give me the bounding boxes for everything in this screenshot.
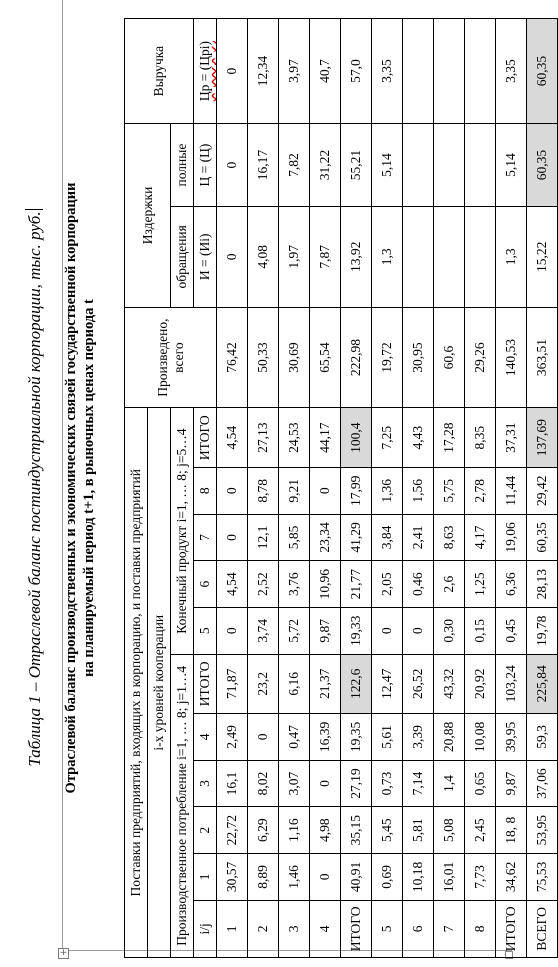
- table-row: [434, 19, 465, 958]
- table-cell: 1,25: [465, 561, 496, 608]
- table-cell: 17,99: [341, 467, 372, 514]
- table-cell: 8,63: [434, 514, 465, 561]
- table-cell: 19,72: [372, 307, 403, 408]
- table-cell: 6,29: [248, 807, 279, 854]
- table-row: [496, 19, 527, 958]
- table-cell: 19,35: [341, 714, 372, 761]
- table-row: [279, 19, 310, 958]
- table-cell: 4,08: [248, 206, 279, 307]
- table-cell: 0: [403, 607, 434, 654]
- table-cell: 76,42: [217, 307, 248, 408]
- table-cell: 9,21: [279, 467, 310, 514]
- table-cell: 7,25: [372, 408, 403, 467]
- header-costs: Издержки: [125, 124, 171, 308]
- table-cell: 0,65: [465, 760, 496, 807]
- table-cell: 2,41: [403, 514, 434, 561]
- header-col-6: 5: [194, 607, 217, 654]
- table-cell: 7,87: [310, 206, 341, 307]
- table-cell: 19,78: [527, 607, 558, 654]
- table-cell: 0: [310, 760, 341, 807]
- table-cell: [465, 206, 496, 307]
- table-cell: [403, 124, 434, 207]
- table-cell: 0,46: [403, 561, 434, 608]
- header-ij: i/j: [194, 900, 217, 957]
- table-cell: 0: [217, 467, 248, 514]
- table-cell: 2,05: [372, 561, 403, 608]
- table-cell: 103,24: [496, 654, 527, 713]
- rev-formula-text: Цр = (Црi): [197, 41, 212, 102]
- table-cell: 30,95: [403, 307, 434, 408]
- table-cell: [403, 206, 434, 307]
- table-cell: [403, 19, 434, 124]
- table-cell: 34,62: [496, 854, 527, 901]
- header-rev-formula: [194, 19, 217, 124]
- table-cell: 2,52: [248, 561, 279, 608]
- table-row: [310, 19, 341, 958]
- heading-line-2: на планируемый период t+1, в рыночных ценах периода t: [81, 299, 97, 677]
- row-label: 4: [310, 900, 341, 957]
- table-cell: 41,29: [341, 514, 372, 561]
- table-cell: 39,95: [496, 714, 527, 761]
- table-cell: 26,52: [403, 654, 434, 713]
- table-cell: 19,06: [496, 514, 527, 561]
- header-row-4: [194, 19, 217, 958]
- table-cell: 37,31: [496, 408, 527, 467]
- table-cell: 0: [217, 19, 248, 124]
- table-cell: 60,6: [434, 307, 465, 408]
- row-label: 3: [279, 900, 310, 957]
- table-cell: 17,28: [434, 408, 465, 467]
- header-full-formula: Ц = (Ц): [194, 124, 217, 207]
- table-cell: 16,17: [248, 124, 279, 207]
- table-cell: 1,3: [496, 206, 527, 307]
- table-row: [341, 19, 372, 958]
- table-cell: 5,45: [372, 807, 403, 854]
- table-cell: 8,02: [248, 760, 279, 807]
- table-cell: 1,56: [403, 467, 434, 514]
- table-cell: 55,21: [341, 124, 372, 207]
- table-cell: 3,76: [279, 561, 310, 608]
- table-cell: 60,35: [527, 514, 558, 561]
- table-cell: 57,0: [341, 19, 372, 124]
- table-cell: 0,69: [372, 854, 403, 901]
- table-cell: 10,18: [403, 854, 434, 901]
- table-cell: 363,51: [527, 307, 558, 408]
- header-final: Конечный продукт i=1, … 8; j=5…4: [171, 408, 194, 654]
- row-label: 2: [248, 900, 279, 957]
- table-cell: 18, 8: [496, 807, 527, 854]
- table-cell: 5,61: [372, 714, 403, 761]
- table-cell: 12,47: [372, 654, 403, 713]
- table-cell: 6,16: [279, 654, 310, 713]
- table-cell: 16,39: [310, 714, 341, 761]
- header-supplies-2: i-х уровней кооперации: [148, 408, 171, 958]
- table-cell: 1,16: [279, 807, 310, 854]
- table-cell: 0: [217, 124, 248, 207]
- header-supplies: [125, 408, 148, 958]
- table-cell: 0: [217, 514, 248, 561]
- table-cell: 6,36: [496, 561, 527, 608]
- table-cell: 122,6: [341, 654, 372, 713]
- table-cell: [465, 19, 496, 124]
- table-cell: 8,78: [248, 467, 279, 514]
- table-cell: 30,57: [217, 854, 248, 901]
- header-supplies-text: Поставки предприятий, входящих в корпорацию, и поставки предприятий: [128, 469, 143, 897]
- table-cell: 0: [310, 854, 341, 901]
- table-cell: 20,88: [434, 714, 465, 761]
- table-cell: 20,92: [465, 654, 496, 713]
- table-cell: 40,7: [310, 19, 341, 124]
- caption-text: Таблица 1 – Отраслевой баланс постиндустриальной корпорации, тыс. руб.: [25, 211, 44, 767]
- table-cell: 0: [372, 607, 403, 654]
- row-label: 6: [403, 900, 434, 957]
- header-col-9: 8: [194, 467, 217, 514]
- table-cell: 4,17: [465, 514, 496, 561]
- balance-sheet: [62, 18, 549, 958]
- table-cell: 60,35: [527, 19, 558, 124]
- table-cell: 53,95: [527, 807, 558, 854]
- table-cell: 43,32: [434, 654, 465, 713]
- table-cell: 0,73: [372, 760, 403, 807]
- table-cell: 23,2: [248, 654, 279, 713]
- table-cell: 19,33: [341, 607, 372, 654]
- table-cell: 5,14: [372, 124, 403, 207]
- table-cell: 5,75: [434, 467, 465, 514]
- table-cell: 13,92: [341, 206, 372, 307]
- table-cell: 3,84: [372, 514, 403, 561]
- header-revenue: Выручка: [125, 19, 194, 124]
- table-cell: 7,73: [465, 854, 496, 901]
- table-cell: 29,26: [465, 307, 496, 408]
- table-cell: 8,35: [465, 408, 496, 467]
- header-col-4: 4: [194, 714, 217, 761]
- table-cell: 5,08: [434, 807, 465, 854]
- table-cell: 75,53: [527, 854, 558, 901]
- table-cell: 5,81: [403, 807, 434, 854]
- table-cell: 3,07: [279, 760, 310, 807]
- row-label: 8: [465, 900, 496, 957]
- table-cell: 100,4: [341, 408, 372, 467]
- table-cell: 21,37: [310, 654, 341, 713]
- table-cell: 37,06: [527, 760, 558, 807]
- table-cell: 16,1: [217, 760, 248, 807]
- table-cell: 1,36: [372, 467, 403, 514]
- table-cell: 0,30: [434, 607, 465, 654]
- table-cell: 12,1: [248, 514, 279, 561]
- header-produced: Произведено, всего: [125, 307, 217, 408]
- table-cell: 0: [217, 206, 248, 307]
- header-col-7: 6: [194, 561, 217, 608]
- row-label: 5: [372, 900, 403, 957]
- table-cell: 10,96: [310, 561, 341, 608]
- text-cursor: [25, 209, 43, 210]
- table-cell: 2,78: [465, 467, 496, 514]
- table-cell: 0: [217, 607, 248, 654]
- table-row: [248, 19, 279, 958]
- table-cell: 60,35: [527, 124, 558, 207]
- table-cell: 31,22: [310, 124, 341, 207]
- table-cell: 3,97: [279, 19, 310, 124]
- table-cell: 10,08: [465, 714, 496, 761]
- header-col-3: 3: [194, 760, 217, 807]
- table-cell: 50,33: [248, 307, 279, 408]
- table-cell: 40,91: [341, 854, 372, 901]
- table-row: [217, 19, 248, 958]
- table-cell: 12,34: [248, 19, 279, 124]
- table-cell: 4,43: [403, 408, 434, 467]
- table-cell: 4,54: [217, 408, 248, 467]
- table-cell: [434, 124, 465, 207]
- table-cell: 30,69: [279, 307, 310, 408]
- table-move-handle-icon[interactable]: +: [59, 948, 68, 958]
- table-cell: 140,53: [496, 307, 527, 408]
- table-cell: 15,22: [527, 206, 558, 307]
- table-cell: 3,35: [496, 19, 527, 124]
- row-label: ИТОГО: [496, 900, 527, 957]
- table-cell: 2,6: [434, 561, 465, 608]
- header-col-2: 2: [194, 807, 217, 854]
- header-intermediate: Производственное потребление i=1, … 8; j=1…4: [171, 654, 194, 957]
- table-row: [527, 19, 558, 958]
- header-col-1: 1: [194, 854, 217, 901]
- table-cell: 9,87: [496, 760, 527, 807]
- table-cell: 2,45: [465, 807, 496, 854]
- table-cell: 0,45: [496, 607, 527, 654]
- rotated-page-content: [18, 18, 549, 958]
- header-col-10: ИТОГО: [194, 408, 217, 467]
- table-cell: 4,54: [217, 561, 248, 608]
- table-cell: 1,97: [279, 206, 310, 307]
- table-cell: 8,89: [248, 854, 279, 901]
- table-cell: 1,3: [372, 206, 403, 307]
- table-cell: 3,35: [372, 19, 403, 124]
- table-caption: [18, 18, 52, 958]
- table-cell: 1,4: [434, 760, 465, 807]
- table-cell: 24,53: [279, 408, 310, 467]
- header-row-3: [171, 19, 194, 958]
- table-cell: 0,15: [465, 607, 496, 654]
- table-cell: 44,17: [310, 408, 341, 467]
- table-cell: 137,69: [527, 408, 558, 467]
- table-cell: 9,87: [310, 607, 341, 654]
- row-label: 7: [434, 900, 465, 957]
- table-cell: 0: [248, 714, 279, 761]
- table-cell: 65,54: [310, 307, 341, 408]
- table-cell: 5,85: [279, 514, 310, 561]
- header-circulation: обращения: [171, 206, 194, 307]
- table-cell: 5,14: [496, 124, 527, 207]
- table-cell: 225,84: [527, 654, 558, 713]
- table-cell: 1,46: [279, 854, 310, 901]
- table-cell: 2,49: [217, 714, 248, 761]
- table-cell: 4,98: [310, 807, 341, 854]
- table-row: [465, 19, 496, 958]
- table-cell: 35,15: [341, 807, 372, 854]
- heading-line-1: Отраслевой баланс производственных и экономических связей государственной корпорации: [63, 182, 79, 794]
- table-cell: 27,19: [341, 760, 372, 807]
- table-cell: 3,74: [248, 607, 279, 654]
- table-cell: [434, 206, 465, 307]
- table-cell: [434, 19, 465, 124]
- table-cell: 7,82: [279, 124, 310, 207]
- table-cell: 7,14: [403, 760, 434, 807]
- table-heading: [62, 18, 120, 958]
- table-cell: 29,42: [527, 467, 558, 514]
- header-col-5: ИТОГО: [194, 654, 217, 713]
- table-cell: 28,13: [527, 561, 558, 608]
- table-cell: 0,47: [279, 714, 310, 761]
- table-cell: 23,34: [310, 514, 341, 561]
- balance-table: [124, 18, 558, 958]
- table-cell: 27,13: [248, 408, 279, 467]
- table-cell: 3,39: [403, 714, 434, 761]
- table-row: [403, 19, 434, 958]
- row-label: 1: [217, 900, 248, 957]
- table-cell: 5,72: [279, 607, 310, 654]
- table-cell: 22,72: [217, 807, 248, 854]
- table-cell: 11,44: [496, 467, 527, 514]
- row-label: ИТОГО: [341, 900, 372, 957]
- header-row-1: [125, 19, 148, 958]
- table-cell: 16,01: [434, 854, 465, 901]
- table-row: [372, 19, 403, 958]
- table-cell: 59,3: [527, 714, 558, 761]
- header-circ-formula: И = (Иi): [194, 206, 217, 307]
- table-cell: 71,87: [217, 654, 248, 713]
- header-col-8: 7: [194, 514, 217, 561]
- table-cell: 21,77: [341, 561, 372, 608]
- table-cell: [465, 124, 496, 207]
- table-cell: 222,98: [341, 307, 372, 408]
- header-full: полные: [171, 124, 194, 207]
- table-cell: 0: [310, 467, 341, 514]
- row-label: ВСЕГО: [527, 900, 558, 957]
